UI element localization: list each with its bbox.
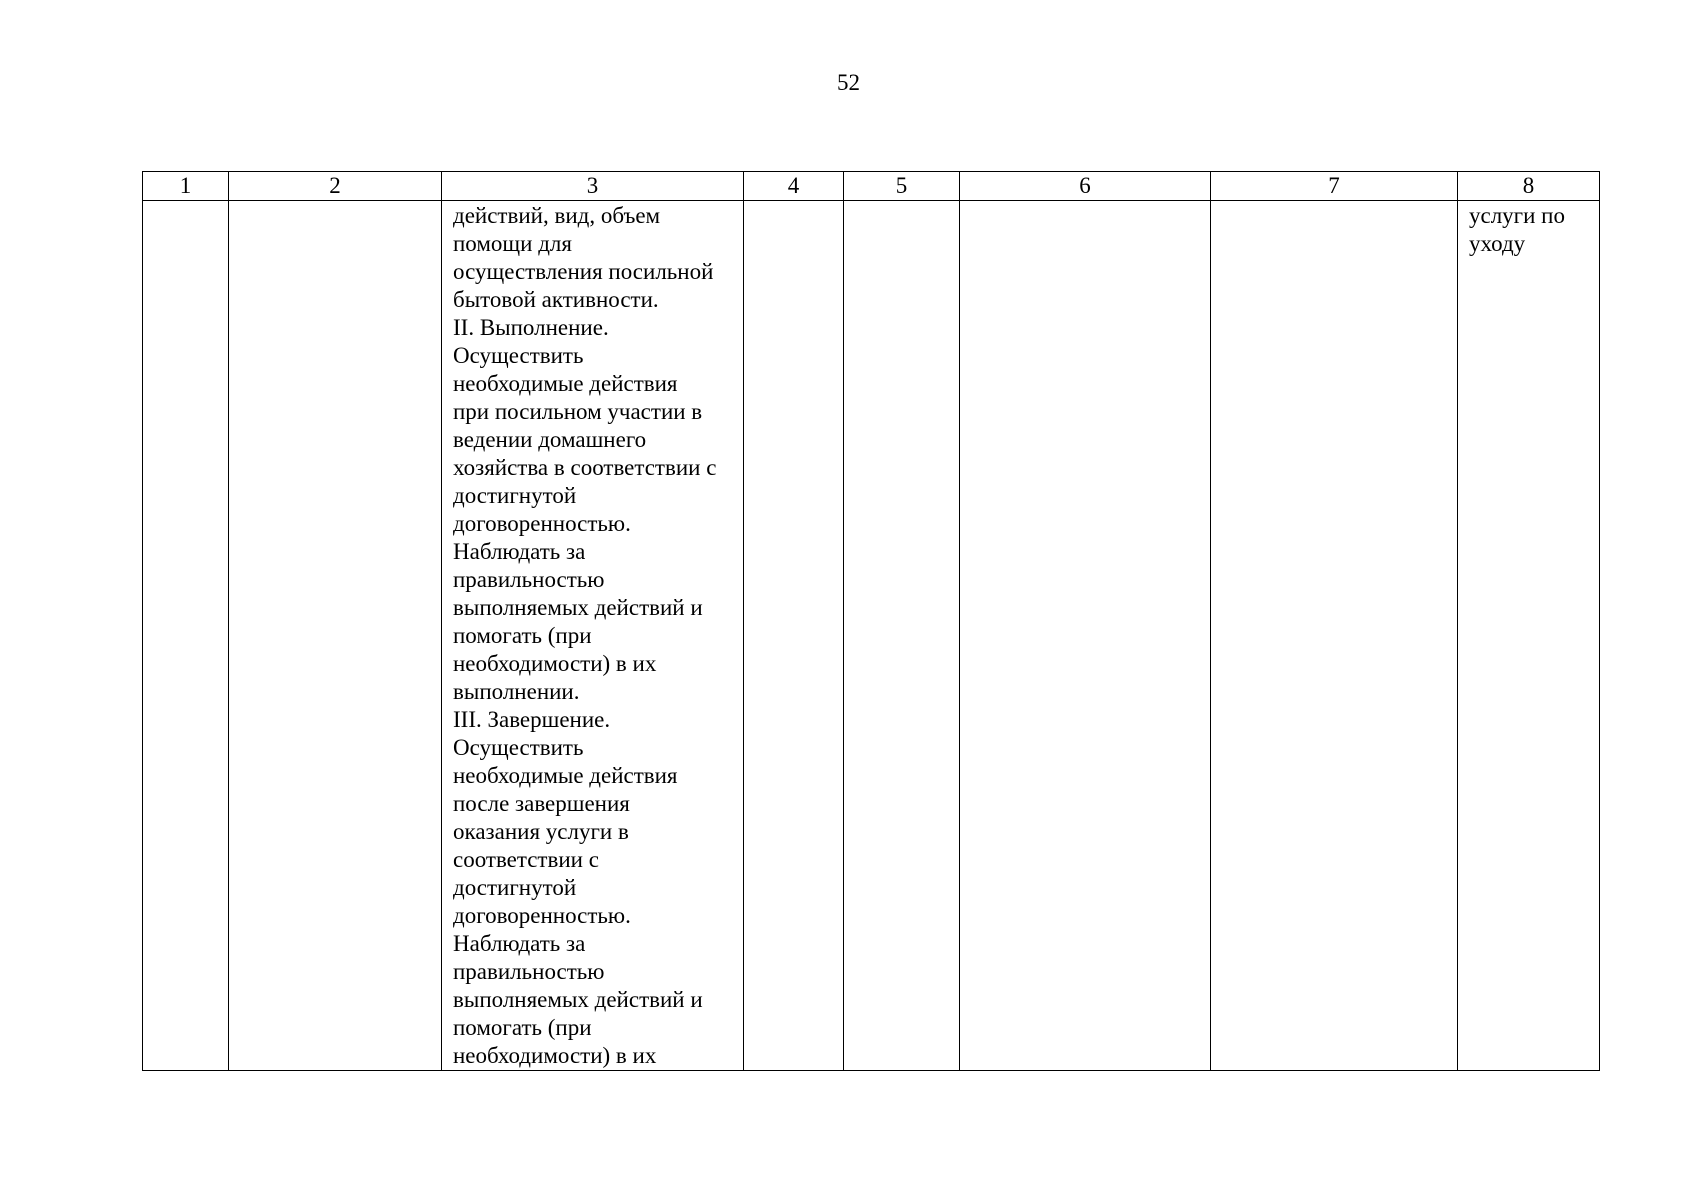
cell-col-1-text: [143, 201, 228, 202]
cell-col-6-text: [960, 201, 1210, 202]
cell-col-4: [744, 201, 844, 1071]
cell-col-6: [960, 201, 1211, 1071]
page-number: 52: [837, 70, 860, 95]
cell-col-2-text: [229, 201, 441, 202]
header-row: [143, 172, 1600, 201]
cell-col-2: [229, 201, 442, 1071]
header-col-3: 3: [442, 172, 744, 201]
table-row: [143, 201, 1600, 1071]
cell-col-3-text: действий, вид, объем помощи для осуществления посильной бытовой активности. II. Выполнение. Осуществить необходимые действия при посильном участии в ведении домашнего хозяйства в соответствии с достигнутой договоренностью. Наблюдать за правильностью выполняемых действий и помогать (при необходимости) в их выполнении. III. Завершение. Осуществить необходимые действия после завершения оказания услуги в соответствии с достигнутой договоренностью. Наблюдать за правильностью выполняемых действий и помогать (при необходимости) в их: [453, 203, 717, 1068]
cell-col-4-text: [744, 201, 843, 202]
header-col-2: 2: [229, 172, 442, 201]
header-col-4: 4: [744, 172, 844, 201]
header-col-6: 6: [960, 172, 1211, 201]
header-col-7: 7: [1211, 172, 1458, 201]
service-table: [142, 171, 1600, 1071]
cell-col-5-text: [844, 201, 959, 202]
header-col-8: 8: [1458, 172, 1600, 201]
cell-col-3: [442, 201, 744, 1071]
cell-col-1: [143, 201, 229, 1071]
header-col-1: 1: [143, 172, 229, 201]
cell-col-8-text: услуги по уходу: [1469, 203, 1565, 256]
header-col-5: 5: [844, 172, 960, 201]
cell-col-7: [1211, 201, 1458, 1071]
cell-col-5: [844, 201, 960, 1071]
cell-col-7-text: [1211, 201, 1457, 202]
cell-col-8: [1458, 201, 1600, 1071]
